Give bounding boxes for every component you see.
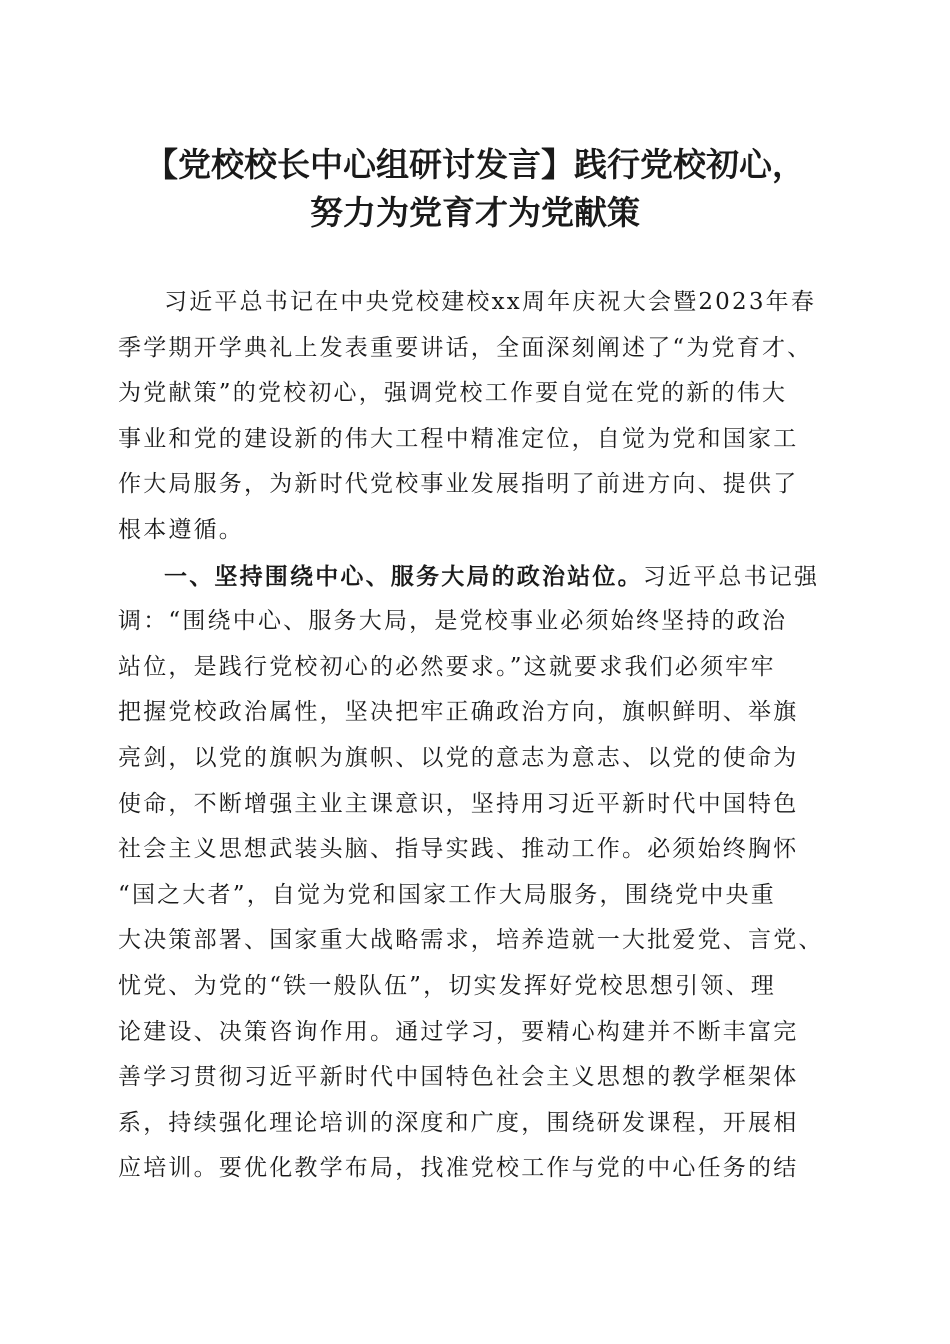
paragraph-line: 习近平总书记在中央党校建校xx周年庆祝大会暨2023年春 <box>164 289 817 315</box>
paragraph-intro <box>118 280 834 554</box>
paragraph-line: 亮剑，以党的旗帜为旗帜、以党的意志为意志、以党的使命为 <box>118 744 799 771</box>
paragraph-text: 习近平总书记强 <box>642 563 820 590</box>
paragraph-line: 使命，不断增强主业主课意识，坚持用习近平新时代中国特色 <box>118 790 799 817</box>
paragraph-line: 根本遵循。 <box>118 516 244 543</box>
paragraph-line: 系，持续强化理论培训的深度和广度，围绕研发课程，开展相 <box>118 1109 799 1136</box>
paragraph-line: 事业和党的建设新的伟大工程中精准定位，自觉为党和国家工 <box>118 425 799 452</box>
section-heading: 一、坚持围绕中心、服务大局的政治站位。 <box>164 562 643 590</box>
paragraph-line: 把握党校政治属性，坚决把牢正确政治方向，旗帜鲜明、举旗 <box>118 699 799 726</box>
document-body <box>118 280 834 1192</box>
paragraph-line: 站位，是践行党校初心的必然要求。”这就要求我们必须牢牢 <box>118 653 776 680</box>
paragraph-line: 为党献策”的党校初心，强调党校工作要自觉在党的新的伟大 <box>118 380 788 407</box>
paragraph-line: 调：“围绕中心、服务大局，是党校事业必须始终坚持的政治 <box>118 608 788 635</box>
paragraph-line: 季学期开学典礼上发表重要讲话，全面深刻阐述了“为党育才、 <box>118 334 813 361</box>
document-title-line-1: 【党校校长中心组研讨发言】践行党校初心， <box>145 145 805 184</box>
paragraph-line: 大决策部署、国家重大战略需求，培养造就一大批爱党、言党、 <box>118 927 824 954</box>
paragraph-line: 作大局服务，为新时代党校事业发展指明了前进方向、提供了 <box>118 471 799 498</box>
document-title-line-2: 努力为党育才为党献策 <box>310 193 640 232</box>
paragraph-line: 应培训。要优化教学布局，找准党校工作与党的中心任务的结 <box>118 1155 799 1182</box>
paragraph-line: 社会主义思想武装头脑、指导实践、推动工作。必须始终胸怀 <box>118 836 799 863</box>
paragraph-section-1 <box>118 554 834 1192</box>
paragraph-line: 善学习贯彻习近平新时代中国特色社会主义思想的教学框架体 <box>118 1064 799 1091</box>
paragraph-line: “国之大者”，自觉为党和国家工作大局服务，围绕党中央重 <box>118 881 776 908</box>
paragraph-line <box>118 554 834 600</box>
paragraph-line: 忧党、为党的“铁一般队伍”，切实发挥好党校思想引领、理 <box>118 972 776 999</box>
paragraph-line: 论建设、决策咨询作用。通过学习，要精心构建并不断丰富完 <box>118 1018 799 1045</box>
